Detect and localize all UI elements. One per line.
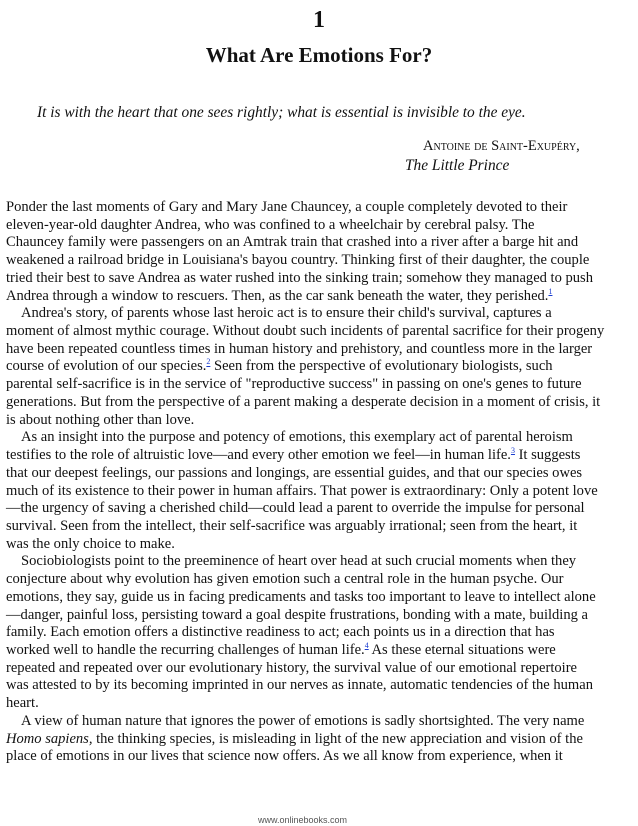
text-line — [6, 571, 634, 589]
text-segment: Ponder the last moments of Gary and Mary Jane Chauncey, a couple completely devoted to their — [6, 199, 568, 215]
epigraph-work: The Little Prince — [405, 157, 510, 174]
text-line — [6, 624, 634, 642]
text-segment: was the only choice to make. — [6, 535, 175, 552]
text-line — [6, 518, 634, 536]
text-line — [6, 536, 634, 554]
body-paragraph — [6, 713, 634, 766]
text-line — [6, 660, 634, 678]
text-segment: eleven-year-old daughter Andrea, who was confined to a wheelchair by cerebral palsy. The — [6, 216, 535, 233]
text-line — [6, 217, 634, 235]
text-segment: survival. Seen from the intellect, their self-sacrifice was arguably irrational; seen from the heart, it — [6, 517, 578, 534]
footnote-link[interactable]: 2 — [206, 357, 211, 367]
text-line — [6, 589, 634, 607]
text-segment: place of emotions in our lives that science now offers. As we all know from experience, when it — [6, 748, 563, 765]
text-segment: Chauncey family were passengers on an Amtrak train that crashed into a river after a barge hit and — [6, 234, 579, 251]
text-segment: It suggests — [514, 447, 581, 464]
text-line — [6, 252, 634, 270]
text-line — [6, 394, 634, 412]
body-paragraph — [6, 305, 634, 429]
body-paragraph — [6, 199, 634, 305]
italic-term: Homo sapiens, — [6, 730, 93, 747]
text-segment: —danger, painful loss, persisting toward a goal despite frustrations, bonding with a mate, building a — [6, 606, 588, 623]
text-line — [6, 412, 634, 430]
text-segment: weakened a railroad bridge in Louisiana's bayou country. Thinking first of their daughter, the couple — [6, 252, 590, 269]
text-line — [6, 305, 634, 323]
text-line — [6, 695, 634, 713]
page-watermark: www.onlinebooks.com — [258, 815, 348, 825]
text-segment: A view of human nature that ignores the power of emotions is sadly shortsighted. The very name — [21, 712, 585, 729]
text-line — [6, 270, 634, 288]
footnote-link[interactable]: 4 — [364, 641, 369, 651]
text-line — [6, 713, 634, 731]
text-line — [6, 234, 634, 252]
text-segment: As an insight into the purpose and potency of emotions, this exemplary act of parental heroism — [21, 429, 573, 446]
text-line — [6, 323, 634, 341]
text-line — [6, 376, 634, 394]
text-segment: family. Each emotion offers a distinctive readiness to act; each points us in a direction that has — [6, 624, 555, 641]
text-line — [6, 341, 634, 359]
text-segment: As these eternal situations were — [368, 641, 556, 658]
text-line — [6, 447, 634, 465]
text-segment: tried their best to save Andrea as water rushed into the sinking train; somehow they managed to push — [6, 269, 593, 286]
text-segment: generations. But from the perspective of a parent making a desperate decision in a moment of crisis, it — [6, 393, 601, 410]
text-line — [6, 483, 634, 501]
text-segment: parental self-sacrifice is in the service of "reproductive success" in passing on one's genes to future — [6, 376, 582, 393]
text-segment: —the urgency of saving a cherished child—could lead a parent to override the impulse for personal — [6, 500, 585, 517]
text-segment: worked well to handle the recurring challenges of human life. — [6, 641, 365, 658]
text-segment: testifies to the role of altruistic love—and every other emotion we feel—in human life. — [6, 447, 511, 464]
footnote-link[interactable]: 3 — [510, 446, 515, 456]
chapter-number: 1 — [313, 7, 325, 33]
chapter-title: What Are Emotions For? — [205, 43, 433, 67]
text-segment: Andrea's story, of parents whose last heroic act is to ensure their child's survival, captures a — [21, 305, 552, 322]
text-segment: repeated and repeated over our evolutionary history, the survival value of our emotional repertoire — [6, 659, 578, 676]
text-segment: that our deepest feelings, our passions and longings, are essential guides, and that our species owes — [6, 464, 583, 481]
text-segment: emotions, they say, guide us in facing predicaments and tasks too important to leave to intellect alone — [6, 588, 596, 605]
epigraph-attribution — [405, 136, 580, 176]
text-line — [6, 731, 634, 749]
text-segment: much of its existence to their power in human affairs. That power is extraordinary: Only a potent love — [6, 482, 598, 499]
text-segment: heart. — [6, 695, 39, 712]
text-segment: Sociobiologists point to the preeminence of heart over head at such crucial moments when they — [21, 553, 577, 570]
epigraph-quote: It is with the heart that one sees rightly; what is essential is invisible to the eye. — [37, 104, 526, 121]
text-line — [6, 288, 634, 306]
text-line — [6, 642, 634, 660]
chapter-body — [6, 199, 634, 766]
text-line — [6, 553, 634, 571]
text-segment: Andrea through a window to rescuers. Then, as the car sank beneath the water, they perished. — [6, 287, 549, 304]
text-segment: the thinking species, is misleading in light of the new appreciation and vision of the — [92, 730, 583, 747]
text-line — [6, 607, 634, 625]
text-line — [6, 748, 634, 766]
text-segment: have been repeated countless times in human history and prehistory, and countless more in the larger — [6, 340, 593, 357]
text-line — [6, 465, 634, 483]
text-segment: moment of almost mythic courage. Without doubt such incidents of parental sacrifice for their progeny — [6, 323, 605, 340]
text-segment: is about nothing other than love. — [6, 411, 195, 428]
footnote-link[interactable]: 1 — [548, 286, 553, 296]
text-line — [6, 429, 634, 447]
epigraph-author: Antoine de Saint-Exupéry, — [423, 138, 580, 154]
body-paragraph — [6, 429, 634, 553]
text-line — [6, 199, 634, 217]
text-segment: Seen from the perspective of evolutionary biologists, such — [210, 358, 553, 375]
text-line — [6, 358, 634, 376]
text-segment: course of evolution of our species. — [6, 358, 207, 375]
text-segment: was attested to by its becoming imprinted in our nerves as innate, automatic tendencies of the human — [6, 677, 593, 694]
body-paragraph — [6, 553, 634, 712]
text-line — [6, 500, 634, 518]
text-line — [6, 677, 634, 695]
text-segment: conjecture about why evolution has given emotion such a central role in the human psyche. Our — [6, 571, 564, 588]
